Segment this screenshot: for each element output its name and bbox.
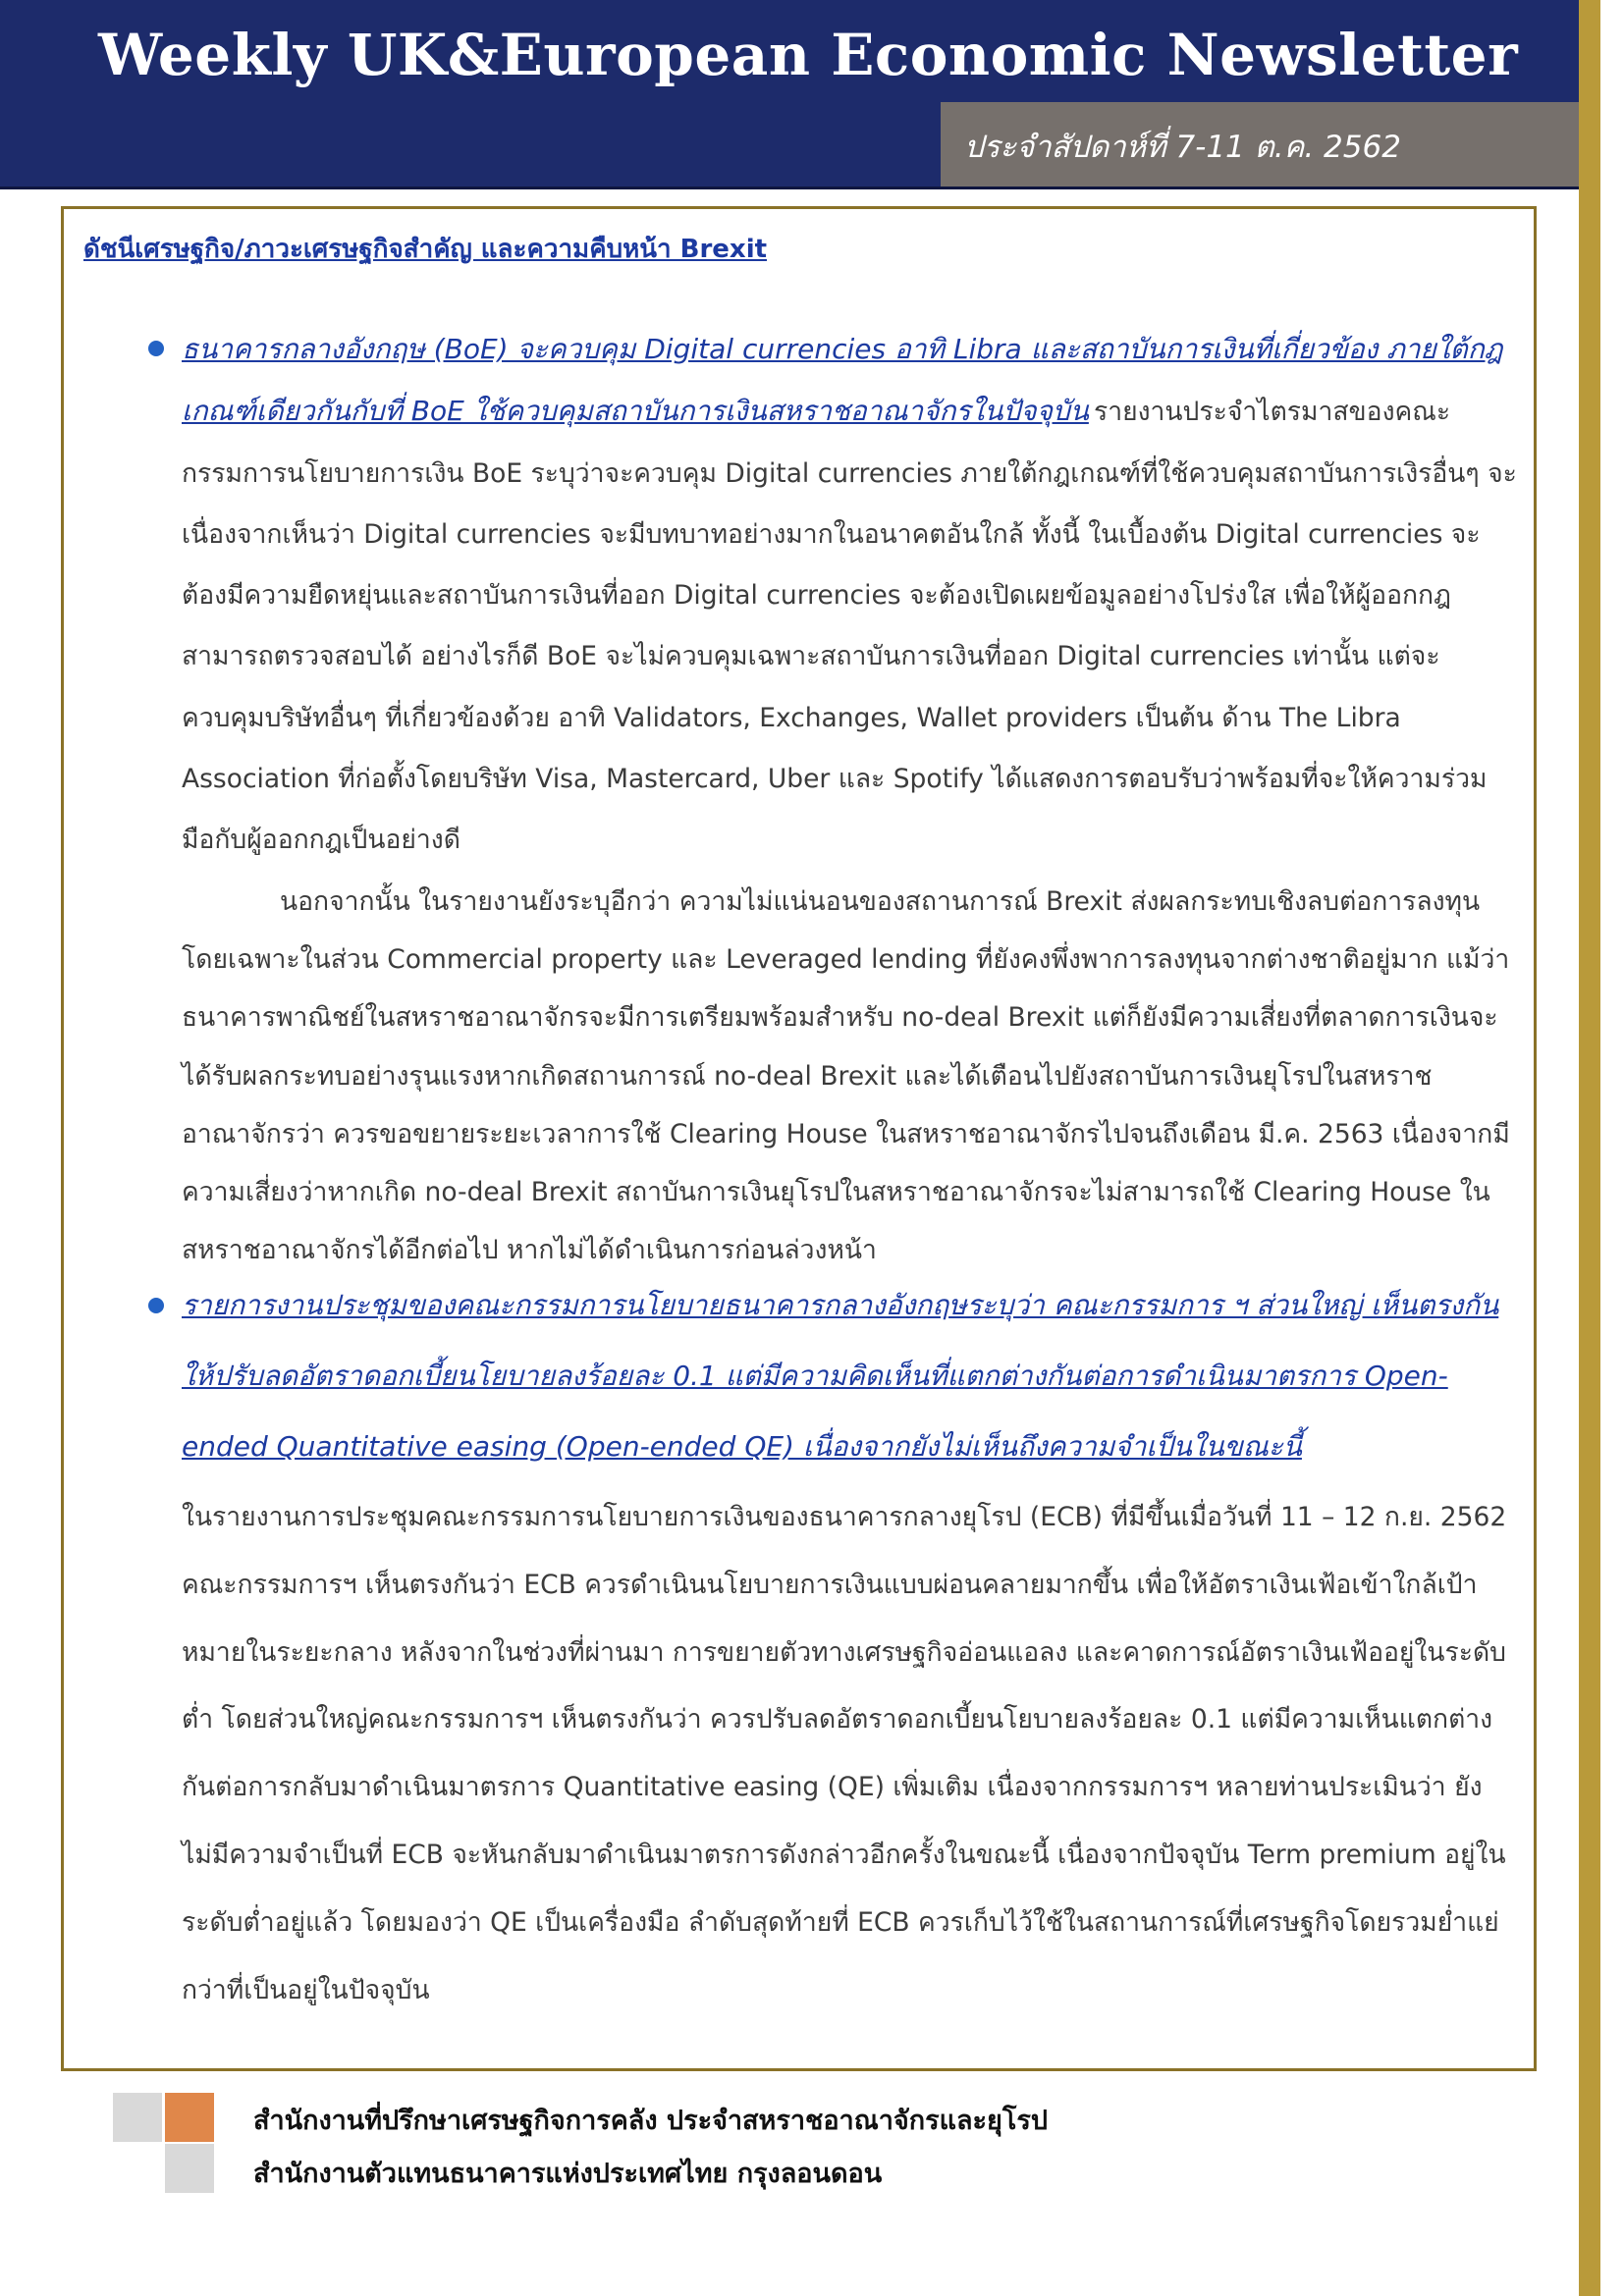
footer-office-2: สำนักงานตัวแทนธนาคารแห่งประเทศไทย กรุงลอนดอน: [253, 2159, 883, 2189]
news-item-title: ธนาคารกลางอังกฤษ (BoE) จะควบคุม Digital currencies อาทิ Libra และสถาบันการเงินที่เกี่ยวข้อง ภายใต้กฎเกณฑ์เดียวกันกับที่ BoE ใช้ควบคุมสถาบันการเงินสหราชอาณาจักรในปัจจุบัน: [182, 333, 1503, 428]
newsletter-title: Weekly UK&European Economic Newsletter: [98, 22, 1519, 88]
news-item-title: รายการงานประชุมของคณะกรรมการนโยบายธนาคารกลางอังกฤษระบุว่า คณะกรรมการ ฯ ส่วนใหญ่ เห็นตรงกันให้ปรับลดอัตราดอกเบี้ยนโยบายลงร้อยละ 0.1 แต่มีความคิดเห็นที่แตกต่างกันต่อการดำเนินมาตรการ Open-ended Quantitative easing (Open-ended QE) เนื่องจากยังไม่เห็นถึงความจำเป็นในขณะนี้: [182, 1289, 1499, 1463]
footer-square-decoration: [165, 2093, 214, 2142]
gold-side-bar: [1579, 0, 1600, 2296]
date-box: [941, 102, 1583, 187]
footer-square-decoration: [113, 2093, 162, 2142]
bullet-icon: [148, 1298, 164, 1313]
news-item-body-paragraph-2: นอกจากนั้น ในรายงานยังระบุอีกว่า ความไม่แน่นอนของสถานการณ์ Brexit ส่งผลกระทบเชิงลบต่อการลงทุน โดยเฉพาะในส่วน Commercial property และ Leveraged lending ที่ยังคงพึ่งพาการลงทุนจากต่างชาติอยู่มาก แม้ว่าธนาคารพาณิชย์ในสหราชอาณาจักรจะมีการเตรียมพร้อมสำหรับ no-deal Brexit แต่ก็ยังมีความเสี่ยงที่ตลาดการเงินจะได้รับผลกระทบอย่างรุนแรงหากเกิดสถานการณ์ no-deal Brexit และได้เตือนไปยังสถาบันการเงินยุโรปในสหราชอาณาจักรว่า ควรขอขยายระยะเวลาการใช้ Clearing House ในสหราชอาณาจักรไปจนถึงเดือน มี.ค. 2563 เนื่องจากมีความเสี่ยงว่าหากเกิด no-deal Brexit สถาบันการเงินยุโรปในสหราชอาณาจักรจะไม่สามารถใช้ Clearing House ในสหราชอาณาจักรได้อีกต่อไป หากไม่ได้ดำเนินการก่อนล่วงหน้า: [182, 885, 1510, 1266]
header-banner: [0, 0, 1583, 189]
news-item: [182, 1272, 1517, 2024]
section-heading: ดัชนีเศรษฐกิจ/ภาวะเศรษฐกิจสำคัญ และความคืบหน้า Brexit: [83, 235, 768, 264]
content-box: [61, 206, 1537, 2071]
footer-square-decoration: [165, 2144, 214, 2193]
issue-date: ประจำสัปดาห์ที่ 7-11 ต.ค. 2562: [964, 130, 1401, 165]
footer-office-1: สำนักงานที่ปรึกษาเศรษฐกิจการคลัง ประจำสหราชอาณาจักรและยุโรป: [253, 2106, 1048, 2136]
news-item-body: ในรายงานการประชุมคณะกรรมการนโยบายการเงินของธนาคารกลางยุโรป (ECB) ที่มีขึ้นเมื่อวันที่ 11 – 12 ก.ย. 2562 คณะกรรมการฯ เห็นตรงกันว่า ECB ควรดำเนินนโยบายการเงินแบบผ่อนคลายมากขึ้น เพื่อให้อัตราเงินเฟ้อเข้าใกล้เป้าหมายในระยะกลาง หลังจากในช่วงที่ผ่านมา การขยายตัวทางเศรษฐกิจอ่อนแอลง และคาดการณ์อัตราเงินเฟ้ออยู่ในระดับต่ำ โดยส่วนใหญ่คณะกรรมการฯ เห็นตรงกันว่า ควรปรับลดอัตราดอกเบี้ยนโยบายลงร้อยละ 0.1 แต่มีความเห็นแตกต่างกันต่อการกลับมาดำเนินมาตรการ Quantitative easing (QE) เพิ่มเติม เนื่องจากกรรมการฯ หลายท่านประเมินว่า ยังไม่มีความจำเป็นที่ ECB จะหันกลับมาดำเนินมาตรการดังกล่าวอีกครั้งในขณะนี้ เนื่องจากปัจจุบัน Term premium อยู่ในระดับต่ำอยู่แล้ว โดยมองว่า QE เป็นเครื่องมือ ลำดับสุดท้ายที่ ECB ควรเก็บไว้ใช้ในสถานการณ์ที่เศรษฐกิจโดยรวมย่ำแย่กว่าที่เป็นอยู่ในปัจจุบัน: [182, 1502, 1507, 2005]
news-item-body: รายงานประจำไตรมาสของคณะกรรมการนโยบายการเงิน BoE ระบุว่าจะควบคุม Digital currencies ภายใต้กฎเกณฑ์ที่ใช้ควบคุมสถาบันการเงิรอื่นๆ จะเนื่องจากเห็นว่า Digital currencies จะมีบทบาทอย่างมากในอนาคตอันใกล้ ทั้งนี้ ในเบื้องต้น Digital currencies จะต้องมีความยืดหยุ่นและสถาบันการเงินที่ออก Digital currencies จะต้องเปิดเผยข้อมูลอย่างโปร่งใส เพื่อให้ผู้ออกกฎสามารถตรวจสอบได้ อย่างไรก็ดี BoE จะไม่ควบคุมเฉพาะสถาบันการเงินที่ออก Digital currencies เท่านั้น แต่จะควบคุมบริษัทอื่นๆ ที่เกี่ยวข้องด้วย อาทิ Validators, Exchanges, Wallet providers เป็นต้น ด้าน The Libra Association ที่ก่อตั้งโดยบริษัท Visa, Mastercard, Uber และ Spotify ได้แสดงการตอบรับว่าพร้อมที่จะให้ความร่วมมือกับผู้ออกกฎเป็นอย่างดี: [182, 397, 1517, 856]
news-item: [182, 320, 1517, 1280]
bullet-icon: [148, 341, 164, 356]
